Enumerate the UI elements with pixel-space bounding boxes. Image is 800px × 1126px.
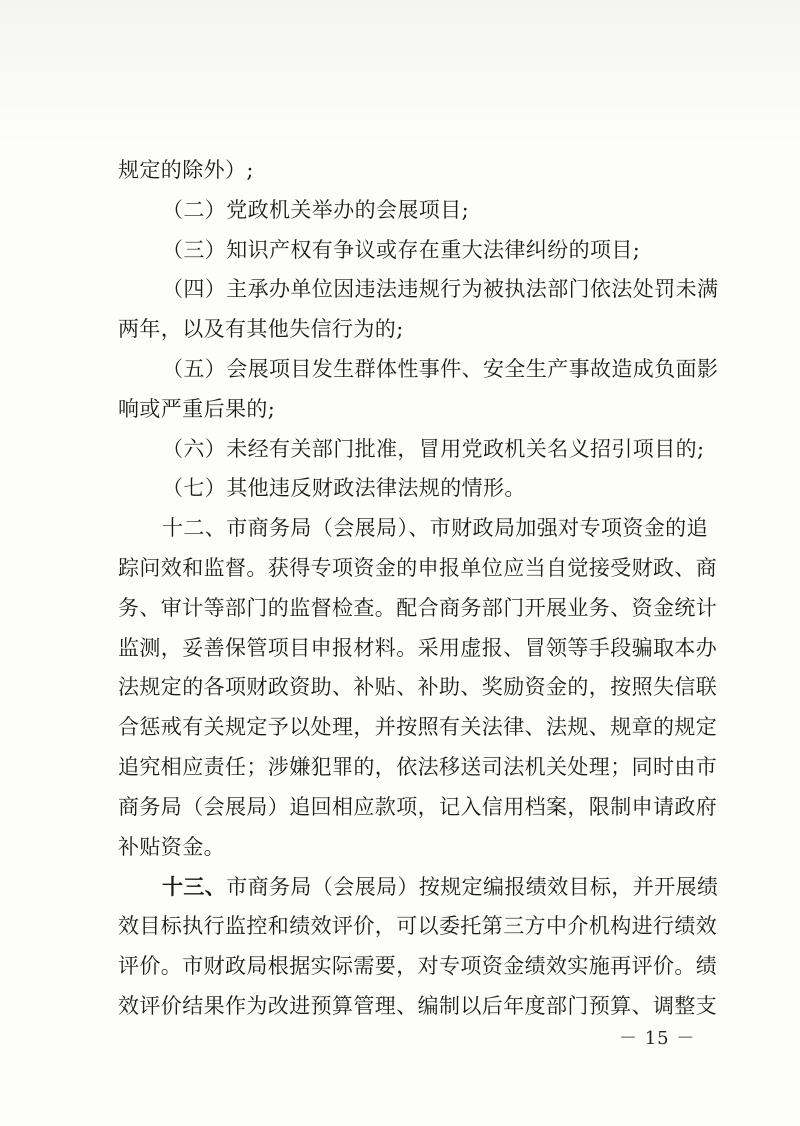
text-line: 补贴资金。 — [118, 834, 225, 859]
body-text — [118, 151, 719, 1027]
text-line: 商务局（会展局）追回相应款项，记入信用档案，限制申请政府 — [118, 794, 718, 819]
text-line: 法规定的各项财政资助、补贴、补助、奖励资金的，按照失信联 — [118, 675, 718, 700]
text-line: （六）未经有关部门批准，冒用党政机关名义招引项目的; — [162, 436, 705, 461]
text-line: 追究相应责任；涉嫌犯罪的，依法移送司法机关处理；同时由市 — [118, 754, 718, 779]
text-line: 评价。市财政局根据实际需要，对专项资金绩效实施再评价。绩 — [118, 953, 718, 978]
text-line: 两年，以及有其他失信行为的; — [118, 317, 404, 342]
scan-shadow-band — [0, 0, 800, 150]
text-line: （七）其他违反财政法律法规的情形。 — [162, 476, 526, 501]
text-line: （二）党政机关举办的会展项目; — [162, 197, 470, 222]
section-13-text: 市商务局（会展局）按规定编报绩效目标，并开展绩 — [226, 875, 719, 900]
text-line: （五）会展项目发生群体性事件、安全生产事故造成负面影 — [162, 356, 719, 381]
text-line: 响或严重后果的; — [118, 396, 276, 421]
text-line: 务、审计等部门的监督检查。配合商务部门开展业务、资金统计 — [118, 595, 718, 620]
section-13-heading: 十三、 — [162, 874, 227, 900]
text-line: （三）知识产权有争议或存在重大法律纠纷的项目; — [162, 237, 641, 262]
text-line: 合惩戒有关规定予以处理，并按照有关法律、法规、规章的规定 — [118, 715, 718, 740]
text-line: 十二、市商务局（会展局）、市财政局加强对专项资金的追 — [162, 516, 708, 541]
text-line: 踪问效和监督。获得专项资金的申报单位应当自觉接受财政、商 — [118, 555, 718, 580]
text-line: 效评价结果作为改进预算管理、编制以后年度部门预算、调整支 — [118, 993, 718, 1018]
text-line: 效目标执行监控和绩效评价，可以委托第三方中介机构进行绩效 — [118, 914, 718, 939]
text-line: （四）主承办单位因违法违规行为被执法部门依法处罚未满 — [162, 277, 719, 302]
text-line: 监测，妥善保管项目申报材料。采用虚报、冒领等手段骗取本办 — [118, 635, 718, 660]
page-number: － 15 － — [619, 1028, 696, 1049]
section-13-line — [118, 867, 719, 907]
text-line: 规定的除外）; — [118, 158, 254, 182]
